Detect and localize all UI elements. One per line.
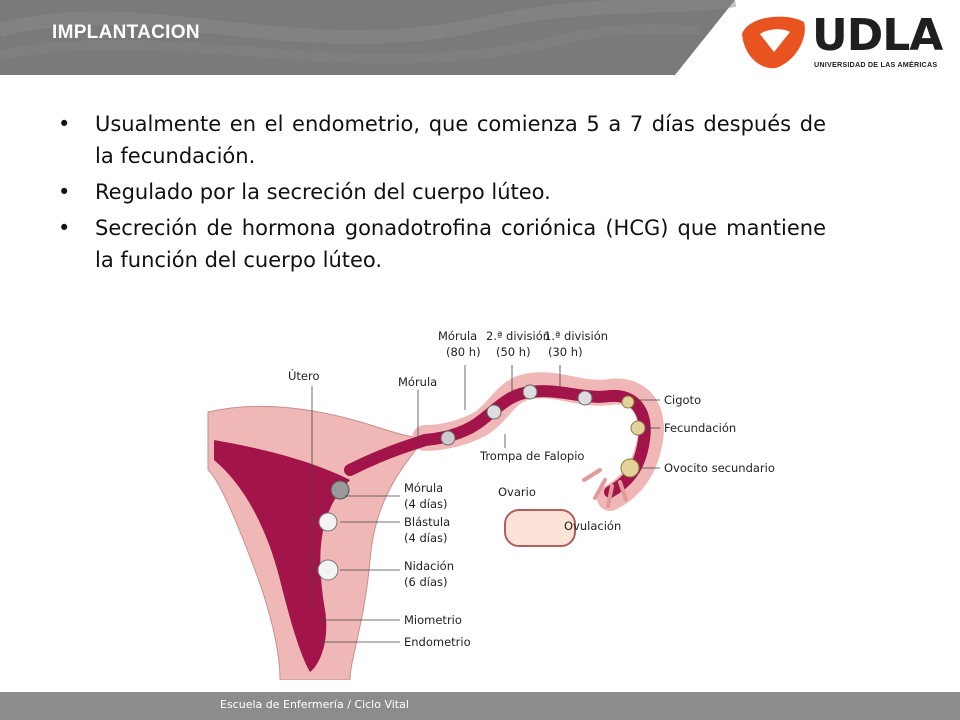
label-morula-4: Mórula	[404, 481, 444, 495]
label-fecundacion: Fecundación	[664, 421, 737, 435]
label-blastula: Blástula	[404, 515, 451, 529]
footer-text: Escuela de Enfermería / Ciclo Vital	[220, 698, 409, 711]
udla-logo	[738, 10, 943, 72]
footer-bar	[0, 692, 960, 720]
label-nidacion-time: (6 días)	[404, 575, 448, 589]
bullet-item	[58, 176, 826, 208]
label-trompa: Trompa de Falopio	[480, 449, 585, 463]
nidation-cell	[318, 560, 338, 580]
label-col-div1-time: (30 h)	[548, 345, 583, 359]
label-nidacion: Nidación	[404, 559, 454, 573]
logo-subtitle: UNIVERSIDAD DE LAS AMÉRICAS	[814, 60, 938, 69]
slide-title: IMPLANTACION	[52, 22, 200, 43]
label-ovario: Ovario	[498, 485, 536, 499]
label-col-div1: 1.ª división	[544, 329, 609, 343]
morula-tube-cell	[441, 431, 455, 445]
label-ovulacion: Ovulación	[564, 519, 622, 533]
label-endometrio: Endometrio	[404, 635, 471, 649]
label-col-morula-time: (80 h)	[446, 345, 481, 359]
bullet-list	[58, 108, 826, 280]
morula-80h-cell	[487, 405, 501, 419]
second-division-cell	[523, 385, 537, 399]
logo-wordmark: UDLA	[812, 10, 943, 61]
zygote-cell	[622, 396, 634, 408]
label-blastula-time: (4 días)	[404, 531, 448, 545]
logo-mark-icon	[738, 12, 810, 72]
first-division-cell	[578, 391, 592, 405]
bullet-item	[58, 212, 826, 276]
oocyte-cell	[621, 459, 639, 477]
blastula-cell	[319, 513, 337, 531]
label-ovocito: Ovocito secundario	[664, 461, 775, 475]
label-morula-4-time: (4 días)	[404, 497, 448, 511]
bullet-text: Secreción de hormona gonadotrofina coriónica (HCG) que mantiene la función del cuerpo lúteo.	[95, 216, 826, 272]
fertilization-cell	[631, 421, 645, 435]
label-col-morula: Mórula	[438, 329, 478, 343]
implantation-diagram	[200, 320, 780, 680]
bullet-text: Usualmente en el endometrio, que comienza 5 a 7 días después de la fecundación.	[95, 112, 826, 168]
bullet-icon: •	[58, 180, 71, 204]
label-miometrio: Miometrio	[404, 613, 462, 627]
bullet-item	[58, 108, 826, 172]
label-morula-top: Mórula	[398, 375, 438, 389]
bullet-icon: •	[58, 216, 71, 240]
bullet-icon: •	[58, 112, 71, 136]
label-cigoto: Cigoto	[664, 393, 702, 407]
label-col-div2: 2.ª división	[486, 329, 551, 343]
label-col-div2-time: (50 h)	[496, 345, 531, 359]
bullet-text: Regulado por la secreción del cuerpo lúteo.	[95, 180, 551, 204]
label-utero: Útero	[288, 369, 320, 383]
